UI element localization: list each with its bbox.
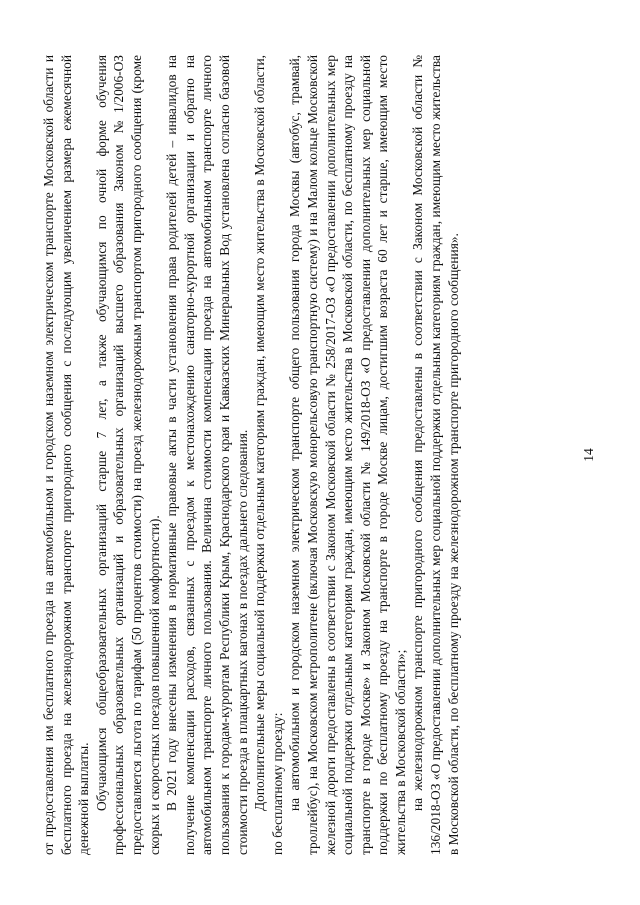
paragraph: В 2021 году внесены изменения в нормативные правовые акты в части установления права родителей детей – инвалидов на получение компенсации расходов, связанных с проездом к местонахождению санаторно-курортной организации и обратно на автомобильном транспорте личного пользования. Величина стоимости компенсации проезда на автомобильном транспорте личного пользования к городам-курортам Республики Крым, Краснодарского края и Кавказских Минеральных Вод установлена согласно базовой стоимости проезда в плацкартных вагонах в поездах дальнего следования. bbox=[164, 55, 250, 855]
page-number: 14 bbox=[581, 448, 596, 462]
rotated-content bbox=[40, 55, 600, 855]
paragraph: Дополнительные меры социальной поддержки отдельным категориям граждан, имеющим место жительства в Московской области, по бесплатному проезду: bbox=[252, 55, 285, 855]
paragraph: на автомобильном и городском наземном электрическом транспорте общего пользования города Москвы (автобус, трамвай, троллейбус), на Московском метрополитене (включая Московскую монорельсовую транспортную систему) и на Малом кольце Московской железной дороги предоставлены в соответствии с Законом Московской области № 258/2017-ОЗ «О предоставлении дополнительных мер социальной поддержки отдельным категориям граждан, имеющим место жительства в Московской области, по бесплатному проезду на транспорте в городе Москве» и Законом Московской области № 149/2018-ОЗ «О предоставлении дополнительных мер социальной поддержки по бесплатному проезду на транспорте в городе Москве лицам, достигшим возраста 60 лет и старше, имеющим место жительства в Московской области»; bbox=[287, 55, 408, 855]
paragraph: Обучающимся общеобразовательных организаций старше 7 лет, а также обучающимся по очной форме обучения профессиональных образовательных организаций и образовательных организаций высшего образования Законом №1/2006-ОЗ предоставляется льгота по тарифам (50 процентов стоимости) на проезд железнодорожным транспортом пригородного сообщения (кроме скорых и скоростных поездов повышенной комфортности). bbox=[93, 55, 162, 855]
paragraph: от предоставления им бесплатного проезда на автомобильном и городском наземном электрическом транспорте Московской области и бесплатного проезда на железнодорожном транспорте пригородного сообщения с последующим увеличением размера ежемесячной денежной выплаты. bbox=[41, 55, 92, 855]
document-body bbox=[40, 55, 462, 855]
paragraph: на железнодорожном транспорте пригородного сообщения предоставлены в соответствии с Законом Московской области № 136/2018-ОЗ «О предоставлении дополнительных мер социальной поддержки отдельным категориям граждан, имеющим место жительства в Московской области, по бесплатному проезду на железнодорожном транспорте пригородного сообщения». bbox=[410, 55, 461, 855]
